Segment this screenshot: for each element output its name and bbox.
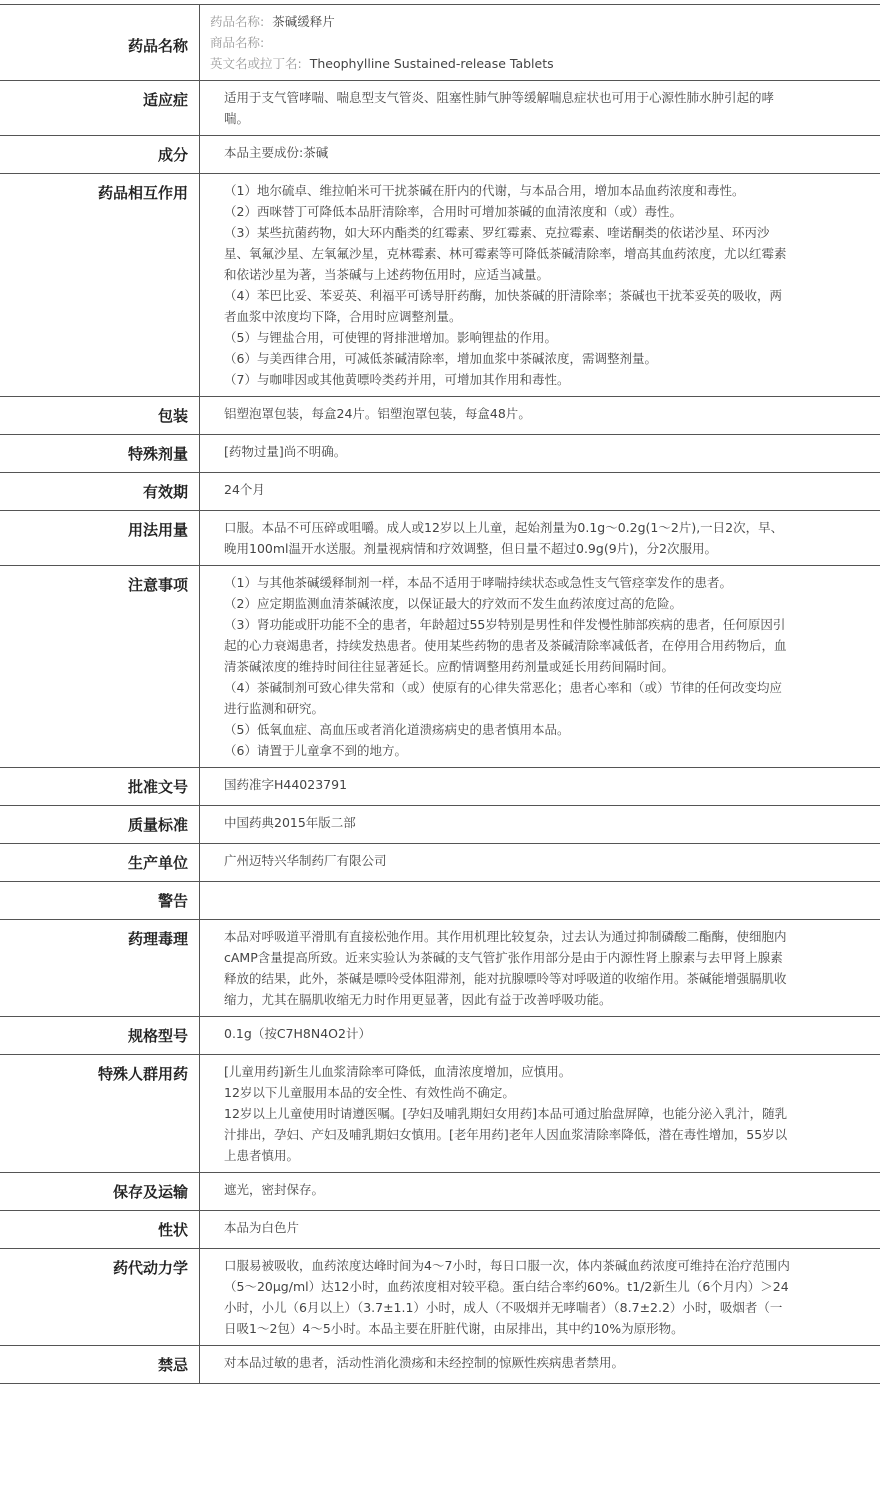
- info-row: [0, 473, 880, 511]
- row-value: [200, 1211, 880, 1248]
- row-label: 警告: [0, 882, 200, 919]
- value-paragraph: 12岁以下儿童服用本品的安全性、有效性尚不确定。: [224, 1085, 515, 1100]
- info-row: [0, 1017, 880, 1055]
- value-paragraph: 口服。本品不可压碎或咀嚼。成人或12岁以上儿童，起始剂量为0.1g～0.2g(1～2片),一日2次，早、晚用100ml温开水送服。剂量视病情和疗效调整，但日量不超过0.9g(9片)，分2次服用。: [224, 520, 784, 556]
- drug-info-table: [0, 4, 880, 1384]
- row-value: [200, 806, 880, 843]
- row-value: [200, 511, 880, 565]
- row-label: 规格型号: [0, 1017, 200, 1054]
- meta-line: [210, 11, 790, 32]
- row-value: [200, 136, 880, 173]
- row-label: 药品相互作用: [0, 174, 200, 396]
- meta-line: [210, 32, 790, 53]
- value-paragraph: 24个月: [224, 482, 265, 497]
- info-row: [0, 136, 880, 174]
- value-paragraph: 遮光，密封保存。: [224, 1182, 325, 1197]
- info-row: [0, 1055, 880, 1173]
- info-row: [0, 174, 880, 397]
- value-paragraph: [儿童用药]新生儿血浆清除率可降低，血清浓度增加，应慎用。: [224, 1064, 572, 1079]
- info-row: [0, 1211, 880, 1249]
- row-value: [200, 397, 880, 434]
- row-label: 药理毒理: [0, 920, 200, 1016]
- meta-key: 英文名或拉丁名:: [210, 56, 302, 71]
- info-row: [0, 435, 880, 473]
- meta-key: 药品名称:: [210, 14, 265, 29]
- info-row: [0, 566, 880, 768]
- row-value: [200, 81, 880, 135]
- row-value: [200, 174, 880, 396]
- value-paragraph: （4）茶碱制剂可致心律失常和（或）使原有的心律失常恶化；患者心率和（或）节律的任何改变均应进行监测和研究。: [224, 680, 782, 716]
- value-paragraph: （2）应定期监测血清茶碱浓度，以保证最大的疗效而不发生血药浓度过高的危险。: [224, 596, 682, 611]
- value-paragraph: 本品主要成份:茶碱: [224, 145, 329, 160]
- row-value: [200, 5, 880, 80]
- info-row: [0, 920, 880, 1017]
- row-label: 生产单位: [0, 844, 200, 881]
- info-row: [0, 5, 880, 81]
- meta-line: [210, 53, 790, 74]
- row-value: [200, 435, 880, 472]
- row-value: [200, 882, 880, 919]
- value-paragraph: （6）请置于儿童拿不到的地方。: [224, 743, 407, 758]
- row-label: 保存及运输: [0, 1173, 200, 1210]
- value-paragraph: 国药准字H44023791: [224, 777, 348, 792]
- row-value: [200, 1249, 880, 1345]
- value-paragraph: 对本品过敏的患者，活动性消化溃疡和未经控制的惊厥性疾病患者禁用。: [224, 1355, 625, 1370]
- value-paragraph: 适用于支气管哮喘、喘息型支气管炎、阻塞性肺气肿等缓解喘息症状也可用于心源性肺水肿引起的哮喘。: [224, 90, 775, 126]
- row-label: 质量标准: [0, 806, 200, 843]
- row-label: 性状: [0, 1211, 200, 1248]
- info-row: [0, 1346, 880, 1384]
- row-label: 药品名称: [0, 5, 200, 80]
- row-label: 有效期: [0, 473, 200, 510]
- value-paragraph: 铝塑泡罩包装，每盒24片。铝塑泡罩包装，每盒48片。: [224, 406, 531, 421]
- row-label: 包装: [0, 397, 200, 434]
- info-row: [0, 81, 880, 136]
- meta-key: 商品名称:: [210, 35, 265, 50]
- row-value: [200, 1346, 880, 1383]
- info-row: [0, 768, 880, 806]
- info-row: [0, 882, 880, 920]
- row-label: 特殊人群用药: [0, 1055, 200, 1172]
- row-label: 禁忌: [0, 1346, 200, 1383]
- value-paragraph: （2）西咪替丁可降低本品肝清除率，合用时可增加茶碱的血清浓度和（或）毒性。: [224, 204, 682, 219]
- value-paragraph: （5）低氧血症、高血压或者消化道溃疡病史的患者慎用本品。: [224, 722, 570, 737]
- meta-value: Theophylline Sustained-release Tablets: [309, 56, 554, 71]
- row-value: [200, 768, 880, 805]
- row-label: 适应症: [0, 81, 200, 135]
- value-paragraph: （4）苯巴比妥、苯妥英、利福平可诱导肝药酶，加快茶碱的肝清除率；茶碱也干扰苯妥英的吸收，两者血浆中浓度均下降，合用时应调整剂量。: [224, 288, 782, 324]
- info-row: [0, 1173, 880, 1211]
- value-paragraph: （6）与美西律合用，可减低茶碱清除率，增加血浆中茶碱浓度，需调整剂量。: [224, 351, 657, 366]
- info-row: [0, 1249, 880, 1346]
- row-label: 批准文号: [0, 768, 200, 805]
- value-paragraph: 广州迈特兴华制药厂有限公司: [224, 853, 387, 868]
- row-label: 注意事项: [0, 566, 200, 767]
- row-label: 用法用量: [0, 511, 200, 565]
- row-label: 特殊剂量: [0, 435, 200, 472]
- info-row: [0, 397, 880, 435]
- row-value: [200, 844, 880, 881]
- value-paragraph: （1）与其他茶碱缓释制剂一样，本品不适用于哮喘持续状态或急性支气管痉挛发作的患者。: [224, 575, 732, 590]
- value-paragraph: 12岁以上儿童使用时请遵医嘱。[孕妇及哺乳期妇女用药]本品可通过胎盘屏障，也能分泌入乳汁，随乳汁排出，孕妇、产妇及哺乳期妇女慎用。[老年用药]老年人因血浆清除率降低，潜在毒性增加，55岁以上患者慎用。: [224, 1106, 788, 1163]
- row-label: 药代动力学: [0, 1249, 200, 1345]
- info-row: [0, 806, 880, 844]
- row-value: [200, 1173, 880, 1210]
- row-value: [200, 1017, 880, 1054]
- row-value: [200, 473, 880, 510]
- value-paragraph: 本品对呼吸道平滑肌有直接松弛作用。其作用机理比较复杂，过去认为通过抑制磷酸二酯酶，使细胞内cAMP含量提高所致。近来实验认为茶碱的支气管扩张作用部分是由于内源性肾上腺素与去甲肾上腺素释放的结果，此外，茶碱是嘌呤受体阻滞剂，能对抗腺嘌呤等对呼吸道的收缩作用。茶碱能增强膈肌收缩力，尤其在膈肌收缩无力时作用更显著，因此有益于改善呼吸功能。: [224, 929, 787, 1007]
- value-paragraph: （3）某些抗菌药物，如大环内酯类的红霉素、罗红霉素、克拉霉素、喹诺酮类的依诺沙星、环丙沙星、氧氟沙星、左氧氟沙星，克林霉素、林可霉素等可降低茶碱清除率，增高其血药浓度，尤以红霉素和依诺沙星为著，当茶碱与上述药物伍用时，应适当减量。: [224, 225, 787, 282]
- info-row: [0, 844, 880, 882]
- row-value: [200, 566, 880, 767]
- value-paragraph: （1）地尔硫卓、维拉帕米可干扰茶碱在肝内的代谢，与本品合用，增加本品血药浓度和毒性。: [224, 183, 745, 198]
- info-row: [0, 511, 880, 566]
- row-value: [200, 1055, 880, 1172]
- value-paragraph: 口服易被吸收，血药浓度达峰时间为4～7小时，每日口服一次，体内茶碱血药浓度可维持在治疗范围内（5～20μg/ml）达12小时，血药浓度相对较平稳。蛋白结合率约60%。t1/2新生儿（6个月内）＞24小时，小儿（6月以上）（3.7±1.1）小时，成人（不吸烟并无哮喘者）（8.7±2.2）小时，吸烟者（一日吸1～2包）4～5小时。本品主要在肝脏代谢，由尿排出，其中约10%为原形物。: [224, 1258, 790, 1336]
- row-label: 成分: [0, 136, 200, 173]
- value-paragraph: [药物过量]尚不明确。: [224, 444, 347, 459]
- value-paragraph: 本品为白色片: [224, 1220, 300, 1235]
- value-paragraph: 中国药典2015年版二部: [224, 815, 356, 830]
- meta-value: 茶碱缓释片: [272, 14, 335, 29]
- value-paragraph: 0.1g（按C7H8N4O2计）: [224, 1026, 371, 1041]
- row-value: [200, 920, 880, 1016]
- value-paragraph: （3）肾功能或肝功能不全的患者，年龄超过55岁特别是男性和伴发慢性肺部疾病的患者，任何原因引起的心力衰竭患者，持续发热患者。使用某些药物的患者及茶碱清除率减低者，在停用合用药物后，血清茶碱浓度的维持时间往往显著延长。应酌情调整用药剂量或延长用药间隔时间。: [224, 617, 787, 674]
- value-paragraph: （7）与咖啡因或其他黄嘌呤类药并用，可增加其作用和毒性。: [224, 372, 570, 387]
- value-paragraph: （5）与锂盐合用，可使锂的肾排泄增加。影响锂盐的作用。: [224, 330, 557, 345]
